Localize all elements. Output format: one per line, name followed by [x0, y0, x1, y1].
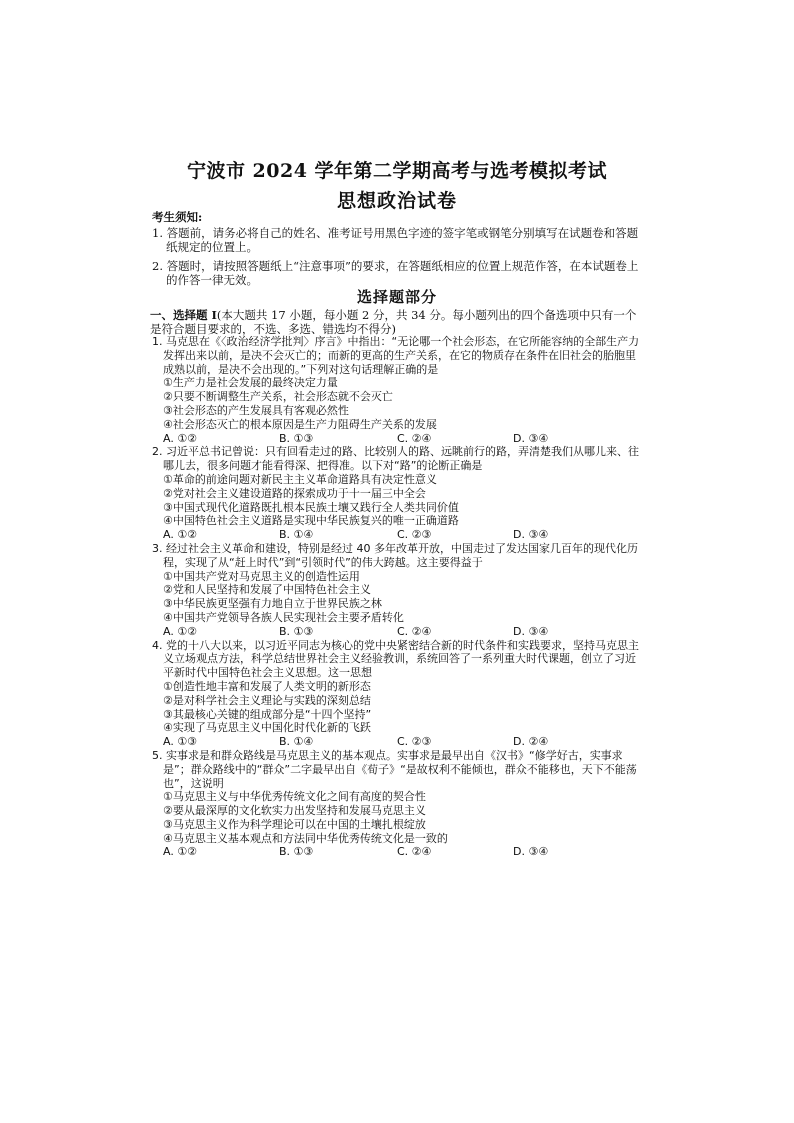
statement: ②是对科学社会主义理论与实践的深刻总结 [163, 693, 371, 707]
choice-c: C. ②④ [397, 431, 432, 445]
answer-choices [152, 735, 642, 749]
question-stem: 5. 实事求是和群众路线是马克思主义的基本观点。实事求是最早出自《汉书》“修学好古，实事求是”；群众路线中的“群众”二字最早出自《荀子》“是故权利不能倾也，群众不能移也，天下不能荡也”，这说明 [152, 748, 637, 790]
candidate-notice [152, 210, 640, 288]
choice-a: A. ①② [163, 431, 198, 445]
statement: ③马克思主义作为科学理论可以在中国的土壤扎根绽放 [163, 817, 426, 831]
choice-d: D. ③④ [513, 845, 549, 859]
question-3 [152, 542, 642, 639]
statement: ③其最核心关键的组成部分是“十四个坚持” [163, 707, 372, 721]
statement: ①革命的前途问题对新民主主义革命道路具有决定性意义 [163, 472, 437, 486]
choice-b: B. ①③ [279, 845, 314, 859]
answer-choices [152, 432, 642, 446]
answer-choices [152, 528, 642, 542]
notice-heading: 考生须知: [152, 210, 203, 224]
part-note: (本大题共 17 小题，每小题 2 分，共 34 分。每小题列出的四个备选项中只有一个是符合题目要求的，不选、多选、错选均不得分) [150, 308, 637, 336]
question-stem: 3. 经过社会主义革命和建设，特别是经过 40 多年改革开放，中国走过了发达国家几百年的现代化历程，实现了从“赶上时代”到“引领时代”的伟大跨越。这主要得益于 [152, 541, 638, 569]
question-stem: 4. 党的十八大以来，以习近平同志为核心的党中央紧密结合新的时代条件和实践要求，坚持马克思主义立场观点方法，科学总结世界社会主义经验教训，系统回答了一系列重大时代课题，创立了习近平新时代中国特色社会主义思想。这一思想 [152, 638, 639, 680]
choice-a: A. ①③ [163, 735, 198, 749]
choice-b: B. ①④ [279, 735, 314, 749]
choice-c: C. ②③ [397, 528, 432, 542]
choice-b: B. ①③ [279, 431, 314, 445]
statement: ②党对社会主义建设道路的探索成功于十一届三中全会 [163, 486, 426, 500]
answer-choices [152, 845, 642, 859]
statement: ④实现了马克思主义中国化时代化新的飞跃 [163, 721, 371, 735]
question-stem: 2. 习近平总书记曾说：只有回看走过的路、比较别人的路、远眺前行的路，弄清楚我们从哪儿来、往哪儿去，很多问题才能看得深、把得准。以下对“路”的论断正确是 [152, 445, 639, 473]
choice-b: B. ①④ [279, 528, 314, 542]
statement: ④马克思主义基本观点和方法同中华优秀传统文化是一致的 [163, 831, 448, 845]
statement: ①中国共产党对马克思主义的创造性运用 [163, 569, 360, 583]
choice-d: D. ③④ [513, 624, 549, 638]
notice-item: 1. 答题前，请务必将自己的姓名、准考证号用黑色字迹的签字笔或钢笔分别填写在试题卷和答题纸规定的位置上。 [152, 225, 639, 254]
answer-choices [152, 625, 642, 639]
statement: ④社会形态灭亡的根本原因是生产力阻碍生产关系的发展 [163, 417, 437, 431]
question-1 [152, 335, 642, 445]
question-stem: 1. 马克思在《〈政治经济学批判〉序言》中指出：“无论哪一个社会形态，在它所能容纳的全部生产力发挥出来以前，是决不会灭亡的；而新的更高的生产关系，在它的物质存在条件在旧社会的胎胞里成熟以前，是决不会出现的。”下列对这句话理解正确的是 [152, 335, 640, 376]
part-label: 一、选择题 I [150, 308, 217, 322]
question-4 [152, 639, 642, 749]
choice-c: C. ②④ [397, 845, 432, 859]
statement: ③中华民族更坚强有力地自立于世界民族之林 [163, 597, 382, 611]
choice-b: B. ①③ [279, 624, 314, 638]
choice-a: A. ①② [163, 624, 198, 638]
statement: ④中国共产党领导各族人民实现社会主要矛盾转化 [163, 610, 404, 624]
notice-item: 2. 答题时，请按照答题纸上“注意事项”的要求，在答题纸相应的位置上规范作答，在本试题卷上的作答一律无效。 [152, 258, 639, 287]
statement: ③社会形态的产生发展具有客观必然性 [163, 403, 349, 417]
exam-subtitle: 思想政治试卷 [336, 190, 457, 212]
statement: ②要从最深厚的文化软实力出发坚持和发展马克思主义 [163, 804, 426, 818]
choice-c: C. ②④ [397, 624, 432, 638]
exam-title: 宁波市 2024 学年第二学期高考与选考模拟考试 [186, 160, 608, 182]
choice-d: D. ③④ [513, 431, 549, 445]
question-5 [152, 749, 642, 859]
statement: ②只要不断调整生产关系，社会形态就不会灭亡 [163, 390, 393, 404]
part-heading [150, 308, 642, 336]
statement: ④中国特色社会主义道路是实现中华民族复兴的唯一正确道路 [163, 514, 459, 528]
choice-d: D. ②④ [513, 735, 549, 749]
choice-a: A. ①② [163, 528, 198, 542]
choice-c: C. ②③ [397, 735, 432, 749]
question-list [152, 335, 642, 859]
statement: ③中国式现代化道路既扎根本民族土壤又践行全人类共同价值 [163, 500, 459, 514]
statement: ①创造性地丰富和发展了人类文明的新形态 [163, 679, 371, 693]
choice-d: D. ③④ [513, 528, 549, 542]
section-title: 选择题部分 [356, 288, 437, 306]
question-2 [152, 445, 642, 542]
statement: ①生产力是社会发展的最终决定力量 [163, 376, 338, 390]
choice-a: A. ①② [163, 845, 198, 859]
statement: ①马克思主义与中华优秀传统文化之间有高度的契合性 [163, 790, 426, 804]
statement: ②党和人民坚持和发展了中国特色社会主义 [163, 583, 371, 597]
